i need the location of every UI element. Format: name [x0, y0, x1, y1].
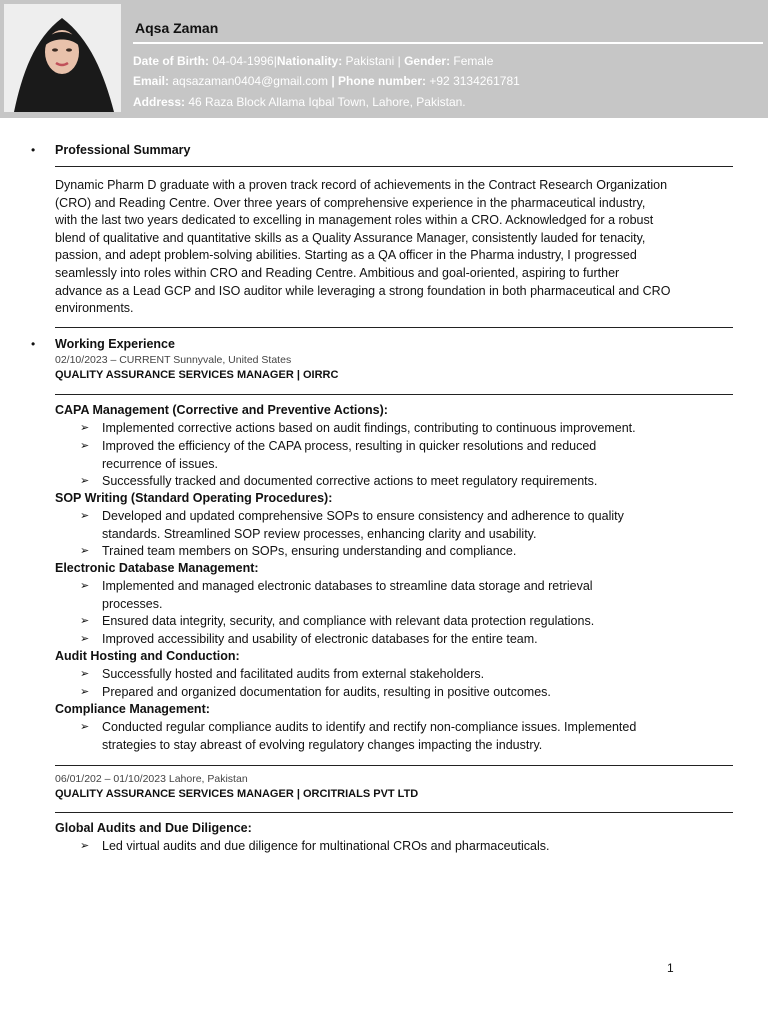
list-item: ➢ Improved the efficiency of the CAPA process, resulting in quicker resolutions and reduced recurrence of issues. — [80, 439, 597, 471]
arrow-bullet-icon: ➢ — [80, 545, 90, 557]
arrow-bullet-icon: ➢ — [80, 686, 90, 698]
list-item: ➢ Successfully hosted and facilitated audits from external stakeholders. — [80, 666, 680, 684]
summary-title: Professional Summary — [55, 143, 191, 157]
database-heading: Electronic Database Management: — [55, 561, 259, 575]
summary-line: environments. — [55, 301, 134, 316]
arrow-bullet-icon: ➢ — [80, 615, 90, 627]
list-item: ➢ Ensured data integrity, security, and compliance with relevant data protection regulations. — [80, 613, 680, 631]
arrow-bullet-icon: ➢ — [80, 721, 90, 733]
list-item: ➢ Prepared and organized documentation for audits, resulting in positive outcomes. — [80, 684, 680, 702]
address-line — [133, 95, 466, 109]
summary-line: passion, and adept problem-solving abilities. Starting as a QA officer in the Pharma industry, I progressed — [55, 248, 637, 263]
job-divider — [55, 765, 733, 766]
summary-line: (CRO) and Reading Centre. Over three years of comprehensive experience in the pharmaceutical industry, — [55, 195, 646, 210]
compliance-heading: Compliance Management: — [55, 702, 210, 716]
audit-heading: Audit Hosting and Conduction: — [55, 649, 240, 663]
summary-paragraph — [55, 177, 675, 318]
separator: | — [331, 74, 335, 88]
separator: | — [397, 54, 401, 68]
list-item: ➢ Led virtual audits and due diligence for multinational CROs and pharmaceuticals. — [80, 838, 680, 856]
nationality-label: Nationality: — [276, 54, 343, 68]
email-value[interactable]: aqsazaman0404@gmail.com — [172, 74, 328, 88]
section-bullet: • — [31, 143, 36, 157]
arrow-bullet-icon: ➢ — [80, 422, 90, 434]
summary-line: with the last two years dedicated to excelling in management roles within a CRO. Acknowledged for a robust — [55, 213, 654, 228]
list-item: ➢ Improved accessibility and usability of electronic databases for the entire team. — [80, 631, 680, 649]
summary-line: blend of qualitative and quantitative skills as a Quality Assurance Manager, consistently lauded for tenacity, — [55, 230, 646, 245]
candidate-name: Aqsa Zaman — [135, 20, 219, 36]
page-number: 1 — [667, 961, 674, 975]
summary-line: seamlessly into roles within CRO and Reading Centre. Ambitious and goal-oriented, aspiring to further — [55, 265, 620, 280]
job-divider — [55, 812, 733, 813]
phone-value: +92 3134261781 — [429, 74, 520, 88]
experience-title: Working Experience — [55, 337, 175, 351]
arrow-bullet-icon: ➢ — [80, 475, 90, 487]
personal-info-line — [133, 54, 493, 68]
dob-label: Date of Birth: — [133, 54, 209, 68]
separator: | — [273, 54, 277, 68]
summary-line: Dynamic Pharm D graduate with a proven track record of achievements in the Contract Research Organization — [55, 178, 668, 192]
dob-value: 04-04-1996 — [212, 54, 274, 68]
arrow-bullet-icon: ➢ — [80, 840, 90, 852]
arrow-bullet-icon: ➢ — [80, 440, 90, 452]
global-audits-heading: Global Audits and Due Diligence: — [55, 821, 252, 835]
list-item: ➢ Conducted regular compliance audits to identify and rectify non-compliance issues. Implemented strategies to stay abreast of evolving regulatory changes impacting the industry. — [80, 720, 637, 752]
list-item: ➢ Successfully tracked and documented corrective actions to meet regulatory requirements. — [80, 473, 680, 491]
name-divider — [133, 42, 763, 44]
arrow-bullet-icon: ➢ — [80, 580, 90, 592]
section-divider — [55, 327, 733, 328]
list-item: ➢ Implemented and managed electronic databases to streamline data storage and retrieval processes. — [80, 579, 593, 611]
job1-dates: 02/10/2023 – CURRENT Sunnyvale, United States — [55, 354, 292, 366]
gender-label: Gender: — [404, 54, 451, 68]
list-item: ➢ Developed and updated comprehensive SOPs to ensure consistency and adherence to quality standards. Streamlined SOP review processes, enhancing clarity and usability. — [80, 509, 624, 541]
gender-value: Female — [453, 54, 494, 68]
job2-role: QUALITY ASSURANCE SERVICES MANAGER | ORCITRIALS PVT LTD — [55, 788, 419, 800]
job-divider — [55, 394, 733, 395]
arrow-bullet-icon: ➢ — [80, 510, 90, 522]
address-label: Address: — [133, 95, 186, 109]
email-label: Email: — [133, 74, 170, 88]
summary-line: advance as a Lead GCP and ISO auditor while leveraging a strong foundation in both pharmaceutical and CRO — [55, 283, 671, 298]
section-divider — [55, 166, 733, 167]
nationality-value: Pakistani — [345, 54, 395, 68]
arrow-bullet-icon: ➢ — [80, 668, 90, 680]
section-bullet: • — [31, 337, 36, 351]
sop-heading: SOP Writing (Standard Operating Procedures): — [55, 491, 333, 505]
job1-role: QUALITY ASSURANCE SERVICES MANAGER | OIRRC — [55, 369, 339, 381]
address-value: 46 Raza Block Allama Iqbal Town, Lahore, Pakistan. — [188, 95, 466, 109]
list-item: ➢ Implemented corrective actions based on audit findings, contributing to continuous improvement. — [80, 420, 680, 438]
arrow-bullet-icon: ➢ — [80, 633, 90, 645]
job2-dates: 06/01/202 – 01/10/2023 Lahore, Pakistan — [55, 773, 248, 785]
header-band — [0, 0, 768, 118]
phone-label: Phone number: — [338, 74, 427, 88]
list-item: ➢ Trained team members on SOPs, ensuring understanding and compliance. — [80, 543, 680, 561]
profile-photo — [4, 4, 121, 112]
capa-heading: CAPA Management (Corrective and Preventive Actions): — [55, 403, 388, 417]
contact-line — [133, 74, 520, 88]
